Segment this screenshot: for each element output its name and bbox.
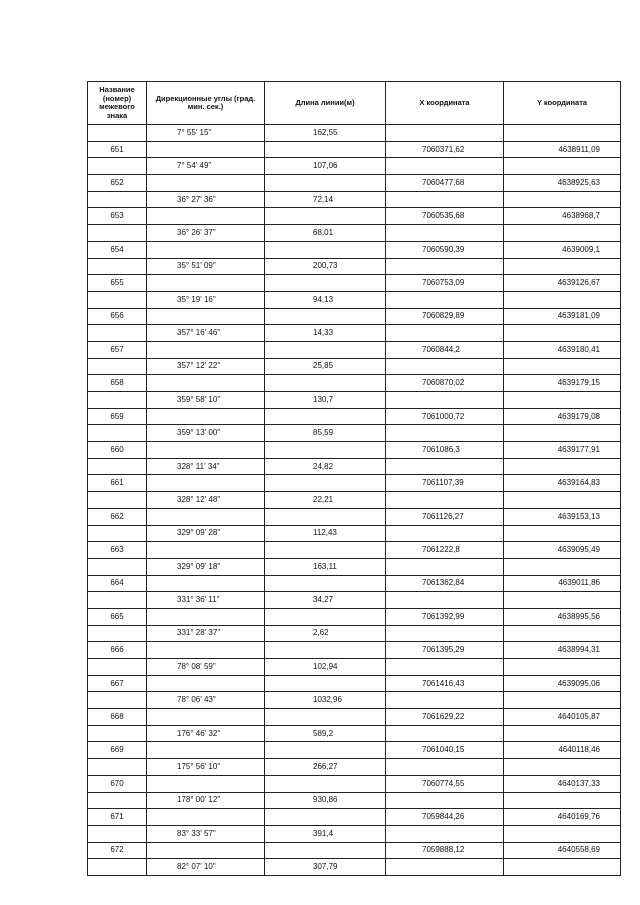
point-row	[88, 475, 621, 492]
empty-cell	[147, 175, 265, 192]
x-coordinate-cell: 7060371,62	[386, 141, 504, 158]
y-coordinate-cell: 4638968,7	[504, 208, 621, 225]
empty-cell	[147, 241, 265, 258]
segment-row	[88, 825, 621, 842]
empty-cell	[265, 141, 386, 158]
empty-cell	[386, 258, 504, 275]
table-header-row	[88, 82, 621, 125]
angle-cell: 36° 27' 36"	[147, 191, 265, 208]
angle-cell: 357° 16' 46"	[147, 325, 265, 342]
x-coordinate-cell: 7061629,22	[386, 709, 504, 726]
length-cell: 391,4	[265, 825, 386, 842]
length-cell: 102,94	[265, 659, 386, 676]
segment-row	[88, 792, 621, 809]
segment-row	[88, 625, 621, 642]
segment-row	[88, 692, 621, 709]
point-name-cell: 670	[88, 775, 147, 792]
angle-cell: 359° 13' 00"	[147, 425, 265, 442]
length-cell: 68,01	[265, 225, 386, 242]
empty-cell	[265, 709, 386, 726]
segment-row	[88, 458, 621, 475]
empty-cell	[147, 775, 265, 792]
empty-cell	[265, 275, 386, 292]
point-row	[88, 308, 621, 325]
header-y: Y координата	[504, 82, 621, 125]
header-name: Название (номер) межевого знака	[88, 82, 147, 125]
point-row	[88, 442, 621, 459]
point-name-cell: 665	[88, 608, 147, 625]
x-coordinate-cell: 7061107,39	[386, 475, 504, 492]
empty-cell	[147, 375, 265, 392]
y-coordinate-cell: 4639011,86	[504, 575, 621, 592]
empty-cell	[147, 341, 265, 358]
angle-cell: 331° 36' 11"	[147, 592, 265, 609]
length-cell: 2,62	[265, 625, 386, 642]
segment-row	[88, 425, 621, 442]
segment-row	[88, 158, 621, 175]
header-angle: Дирекционные углы (град. мин. сек.)	[147, 82, 265, 125]
segment-row	[88, 525, 621, 542]
segment-row	[88, 191, 621, 208]
length-cell: 24,82	[265, 458, 386, 475]
empty-cell	[386, 392, 504, 409]
empty-cell	[504, 659, 621, 676]
empty-cell	[88, 258, 147, 275]
point-row	[88, 775, 621, 792]
empty-cell	[386, 759, 504, 776]
empty-cell	[386, 859, 504, 876]
empty-cell	[147, 642, 265, 659]
empty-cell	[386, 158, 504, 175]
empty-cell	[504, 825, 621, 842]
empty-cell	[386, 125, 504, 142]
point-name-cell: 652	[88, 175, 147, 192]
empty-cell	[504, 692, 621, 709]
angle-cell: 175° 56' 10"	[147, 759, 265, 776]
empty-cell	[265, 375, 386, 392]
empty-cell	[147, 809, 265, 826]
empty-cell	[504, 392, 621, 409]
angle-cell: 176° 46' 32"	[147, 725, 265, 742]
empty-cell	[88, 692, 147, 709]
length-cell: 14,33	[265, 325, 386, 342]
empty-cell	[88, 425, 147, 442]
y-coordinate-cell: 4639009,1	[504, 241, 621, 258]
point-row	[88, 642, 621, 659]
length-cell: 163,11	[265, 558, 386, 575]
length-cell: 307,79	[265, 859, 386, 876]
empty-cell	[147, 575, 265, 592]
segment-row	[88, 725, 621, 742]
angle-cell: 83° 33' 57"	[147, 825, 265, 842]
x-coordinate-cell: 7060477,68	[386, 175, 504, 192]
segment-row	[88, 659, 621, 676]
empty-cell	[147, 842, 265, 859]
angle-cell: 78° 06' 43"	[147, 692, 265, 709]
point-name-cell: 667	[88, 675, 147, 692]
empty-cell	[88, 325, 147, 342]
point-name-cell: 658	[88, 375, 147, 392]
point-name-cell: 656	[88, 308, 147, 325]
empty-cell	[504, 592, 621, 609]
empty-cell	[88, 825, 147, 842]
point-name-cell: 653	[88, 208, 147, 225]
empty-cell	[504, 291, 621, 308]
empty-cell	[88, 625, 147, 642]
segment-row	[88, 592, 621, 609]
angle-cell: 328° 11' 34"	[147, 458, 265, 475]
angle-cell: 7° 54' 49"	[147, 158, 265, 175]
point-name-cell: 664	[88, 575, 147, 592]
point-row	[88, 575, 621, 592]
x-coordinate-cell: 7059844,26	[386, 809, 504, 826]
y-coordinate-cell: 4639095,49	[504, 542, 621, 559]
empty-cell	[504, 492, 621, 509]
empty-cell	[504, 425, 621, 442]
empty-cell	[386, 625, 504, 642]
empty-cell	[147, 608, 265, 625]
point-row	[88, 608, 621, 625]
angle-cell: 178° 00' 12"	[147, 792, 265, 809]
empty-cell	[147, 275, 265, 292]
y-coordinate-cell: 4640118,46	[504, 742, 621, 759]
x-coordinate-cell: 7060829,89	[386, 308, 504, 325]
length-cell: 72,14	[265, 191, 386, 208]
angle-cell: 331° 28' 37"	[147, 625, 265, 642]
length-cell: 200,73	[265, 258, 386, 275]
length-cell: 112,43	[265, 525, 386, 542]
length-cell: 266,27	[265, 759, 386, 776]
length-cell: 162,55	[265, 125, 386, 142]
point-row	[88, 275, 621, 292]
empty-cell	[265, 842, 386, 859]
empty-cell	[386, 692, 504, 709]
point-name-cell: 669	[88, 742, 147, 759]
x-coordinate-cell: 7061000,72	[386, 408, 504, 425]
point-name-cell: 663	[88, 542, 147, 559]
point-name-cell: 666	[88, 642, 147, 659]
point-row	[88, 675, 621, 692]
table-body	[88, 125, 621, 876]
empty-cell	[88, 291, 147, 308]
header-x: X координата	[386, 82, 504, 125]
empty-cell	[147, 442, 265, 459]
angle-cell: 329° 09' 18"	[147, 558, 265, 575]
empty-cell	[88, 525, 147, 542]
empty-cell	[386, 725, 504, 742]
point-row	[88, 341, 621, 358]
empty-cell	[265, 341, 386, 358]
empty-cell	[265, 608, 386, 625]
empty-cell	[147, 542, 265, 559]
point-name-cell: 662	[88, 508, 147, 525]
angle-cell: 357° 12' 22"	[147, 358, 265, 375]
point-row	[88, 208, 621, 225]
empty-cell	[386, 291, 504, 308]
empty-cell	[386, 558, 504, 575]
x-coordinate-cell: 7061395,29	[386, 642, 504, 659]
empty-cell	[147, 742, 265, 759]
y-coordinate-cell: 4639153,13	[504, 508, 621, 525]
empty-cell	[265, 575, 386, 592]
empty-cell	[147, 408, 265, 425]
empty-cell	[88, 725, 147, 742]
x-coordinate-cell: 7061392,99	[386, 608, 504, 625]
empty-cell	[147, 141, 265, 158]
point-row	[88, 742, 621, 759]
point-row	[88, 508, 621, 525]
empty-cell	[386, 592, 504, 609]
length-cell: 589,2	[265, 725, 386, 742]
empty-cell	[504, 759, 621, 776]
angle-cell: 78° 08' 59"	[147, 659, 265, 676]
empty-cell	[265, 408, 386, 425]
point-name-cell: 651	[88, 141, 147, 158]
empty-cell	[504, 191, 621, 208]
empty-cell	[265, 442, 386, 459]
empty-cell	[386, 325, 504, 342]
empty-cell	[504, 725, 621, 742]
y-coordinate-cell: 4639095,06	[504, 675, 621, 692]
point-row	[88, 408, 621, 425]
empty-cell	[265, 542, 386, 559]
x-coordinate-cell: 7061086,3	[386, 442, 504, 459]
empty-cell	[88, 492, 147, 509]
point-row	[88, 709, 621, 726]
segment-row	[88, 492, 621, 509]
length-cell: 22,21	[265, 492, 386, 509]
length-cell: 34,27	[265, 592, 386, 609]
point-row	[88, 842, 621, 859]
angle-cell: 7° 55' 15"	[147, 125, 265, 142]
angle-cell: 82° 07' 10"	[147, 859, 265, 876]
empty-cell	[88, 859, 147, 876]
point-name-cell: 654	[88, 241, 147, 258]
y-coordinate-cell: 4639179,08	[504, 408, 621, 425]
x-coordinate-cell: 7060774,55	[386, 775, 504, 792]
segment-row	[88, 258, 621, 275]
angle-cell: 329° 09' 28"	[147, 525, 265, 542]
empty-cell	[386, 425, 504, 442]
empty-cell	[386, 458, 504, 475]
empty-cell	[265, 508, 386, 525]
empty-cell	[504, 625, 621, 642]
point-row	[88, 809, 621, 826]
y-coordinate-cell: 4638995,56	[504, 608, 621, 625]
empty-cell	[504, 258, 621, 275]
point-name-cell: 661	[88, 475, 147, 492]
empty-cell	[88, 792, 147, 809]
empty-cell	[88, 225, 147, 242]
y-coordinate-cell: 4638911,09	[504, 141, 621, 158]
x-coordinate-cell: 7060535,68	[386, 208, 504, 225]
y-coordinate-cell: 4638994,31	[504, 642, 621, 659]
empty-cell	[88, 659, 147, 676]
empty-cell	[386, 191, 504, 208]
length-cell: 1032,96	[265, 692, 386, 709]
empty-cell	[88, 392, 147, 409]
y-coordinate-cell: 4640137,33	[504, 775, 621, 792]
x-coordinate-cell: 7059888,12	[386, 842, 504, 859]
x-coordinate-cell: 7061362,84	[386, 575, 504, 592]
empty-cell	[386, 792, 504, 809]
empty-cell	[504, 525, 621, 542]
x-coordinate-cell: 7061222,8	[386, 542, 504, 559]
empty-cell	[88, 358, 147, 375]
empty-cell	[147, 709, 265, 726]
y-coordinate-cell: 4639177,91	[504, 442, 621, 459]
empty-cell	[88, 158, 147, 175]
segment-row	[88, 291, 621, 308]
segment-row	[88, 859, 621, 876]
empty-cell	[386, 492, 504, 509]
segment-row	[88, 558, 621, 575]
empty-cell	[265, 809, 386, 826]
point-row	[88, 141, 621, 158]
x-coordinate-cell: 7061126,27	[386, 508, 504, 525]
empty-cell	[504, 458, 621, 475]
empty-cell	[386, 659, 504, 676]
x-coordinate-cell: 7061040,15	[386, 742, 504, 759]
empty-cell	[147, 675, 265, 692]
length-cell: 930,86	[265, 792, 386, 809]
empty-cell	[504, 158, 621, 175]
point-name-cell: 660	[88, 442, 147, 459]
segment-row	[88, 759, 621, 776]
empty-cell	[386, 225, 504, 242]
x-coordinate-cell: 7060844,2	[386, 341, 504, 358]
x-coordinate-cell: 7060870,02	[386, 375, 504, 392]
empty-cell	[504, 225, 621, 242]
empty-cell	[147, 208, 265, 225]
angle-cell: 328° 12' 48"	[147, 492, 265, 509]
empty-cell	[265, 208, 386, 225]
empty-cell	[88, 592, 147, 609]
y-coordinate-cell: 4639181,09	[504, 308, 621, 325]
point-name-cell: 657	[88, 341, 147, 358]
empty-cell	[265, 175, 386, 192]
angle-cell: 35° 51' 09"	[147, 258, 265, 275]
empty-cell	[265, 675, 386, 692]
empty-cell	[88, 458, 147, 475]
segment-row	[88, 392, 621, 409]
y-coordinate-cell: 4640558,69	[504, 842, 621, 859]
empty-cell	[88, 558, 147, 575]
length-cell: 25,85	[265, 358, 386, 375]
empty-cell	[88, 759, 147, 776]
point-name-cell: 655	[88, 275, 147, 292]
y-coordinate-cell: 4640105,87	[504, 709, 621, 726]
empty-cell	[504, 125, 621, 142]
empty-cell	[504, 859, 621, 876]
empty-cell	[265, 742, 386, 759]
segment-row	[88, 325, 621, 342]
segment-row	[88, 125, 621, 142]
length-cell: 94,13	[265, 291, 386, 308]
x-coordinate-cell: 7061416,43	[386, 675, 504, 692]
empty-cell	[386, 358, 504, 375]
angle-cell: 36° 26' 37"	[147, 225, 265, 242]
empty-cell	[88, 191, 147, 208]
point-row	[88, 542, 621, 559]
y-coordinate-cell: 4638925,63	[504, 175, 621, 192]
length-cell: 130,7	[265, 392, 386, 409]
empty-cell	[504, 358, 621, 375]
point-row	[88, 241, 621, 258]
x-coordinate-cell: 7060753,09	[386, 275, 504, 292]
empty-cell	[265, 642, 386, 659]
angle-cell: 359° 58' 10"	[147, 392, 265, 409]
empty-cell	[265, 241, 386, 258]
empty-cell	[386, 525, 504, 542]
empty-cell	[265, 308, 386, 325]
header-length: Длина линии(м)	[265, 82, 386, 125]
empty-cell	[147, 508, 265, 525]
empty-cell	[504, 558, 621, 575]
empty-cell	[265, 775, 386, 792]
empty-cell	[504, 325, 621, 342]
point-name-cell: 668	[88, 709, 147, 726]
empty-cell	[386, 825, 504, 842]
y-coordinate-cell: 4640169,76	[504, 809, 621, 826]
point-row	[88, 375, 621, 392]
x-coordinate-cell: 7060590,39	[386, 241, 504, 258]
y-coordinate-cell: 4639126,67	[504, 275, 621, 292]
y-coordinate-cell: 4639164,83	[504, 475, 621, 492]
y-coordinate-cell: 4639179,15	[504, 375, 621, 392]
empty-cell	[504, 792, 621, 809]
angle-cell: 35° 19' 16"	[147, 291, 265, 308]
boundary-coordinates-table	[87, 81, 621, 876]
empty-cell	[265, 475, 386, 492]
point-name-cell: 659	[88, 408, 147, 425]
point-name-cell: 672	[88, 842, 147, 859]
empty-cell	[147, 475, 265, 492]
point-row	[88, 175, 621, 192]
y-coordinate-cell: 4639180,41	[504, 341, 621, 358]
segment-row	[88, 358, 621, 375]
empty-cell	[88, 125, 147, 142]
segment-row	[88, 225, 621, 242]
empty-cell	[147, 308, 265, 325]
point-name-cell: 671	[88, 809, 147, 826]
length-cell: 107,06	[265, 158, 386, 175]
length-cell: 85,59	[265, 425, 386, 442]
